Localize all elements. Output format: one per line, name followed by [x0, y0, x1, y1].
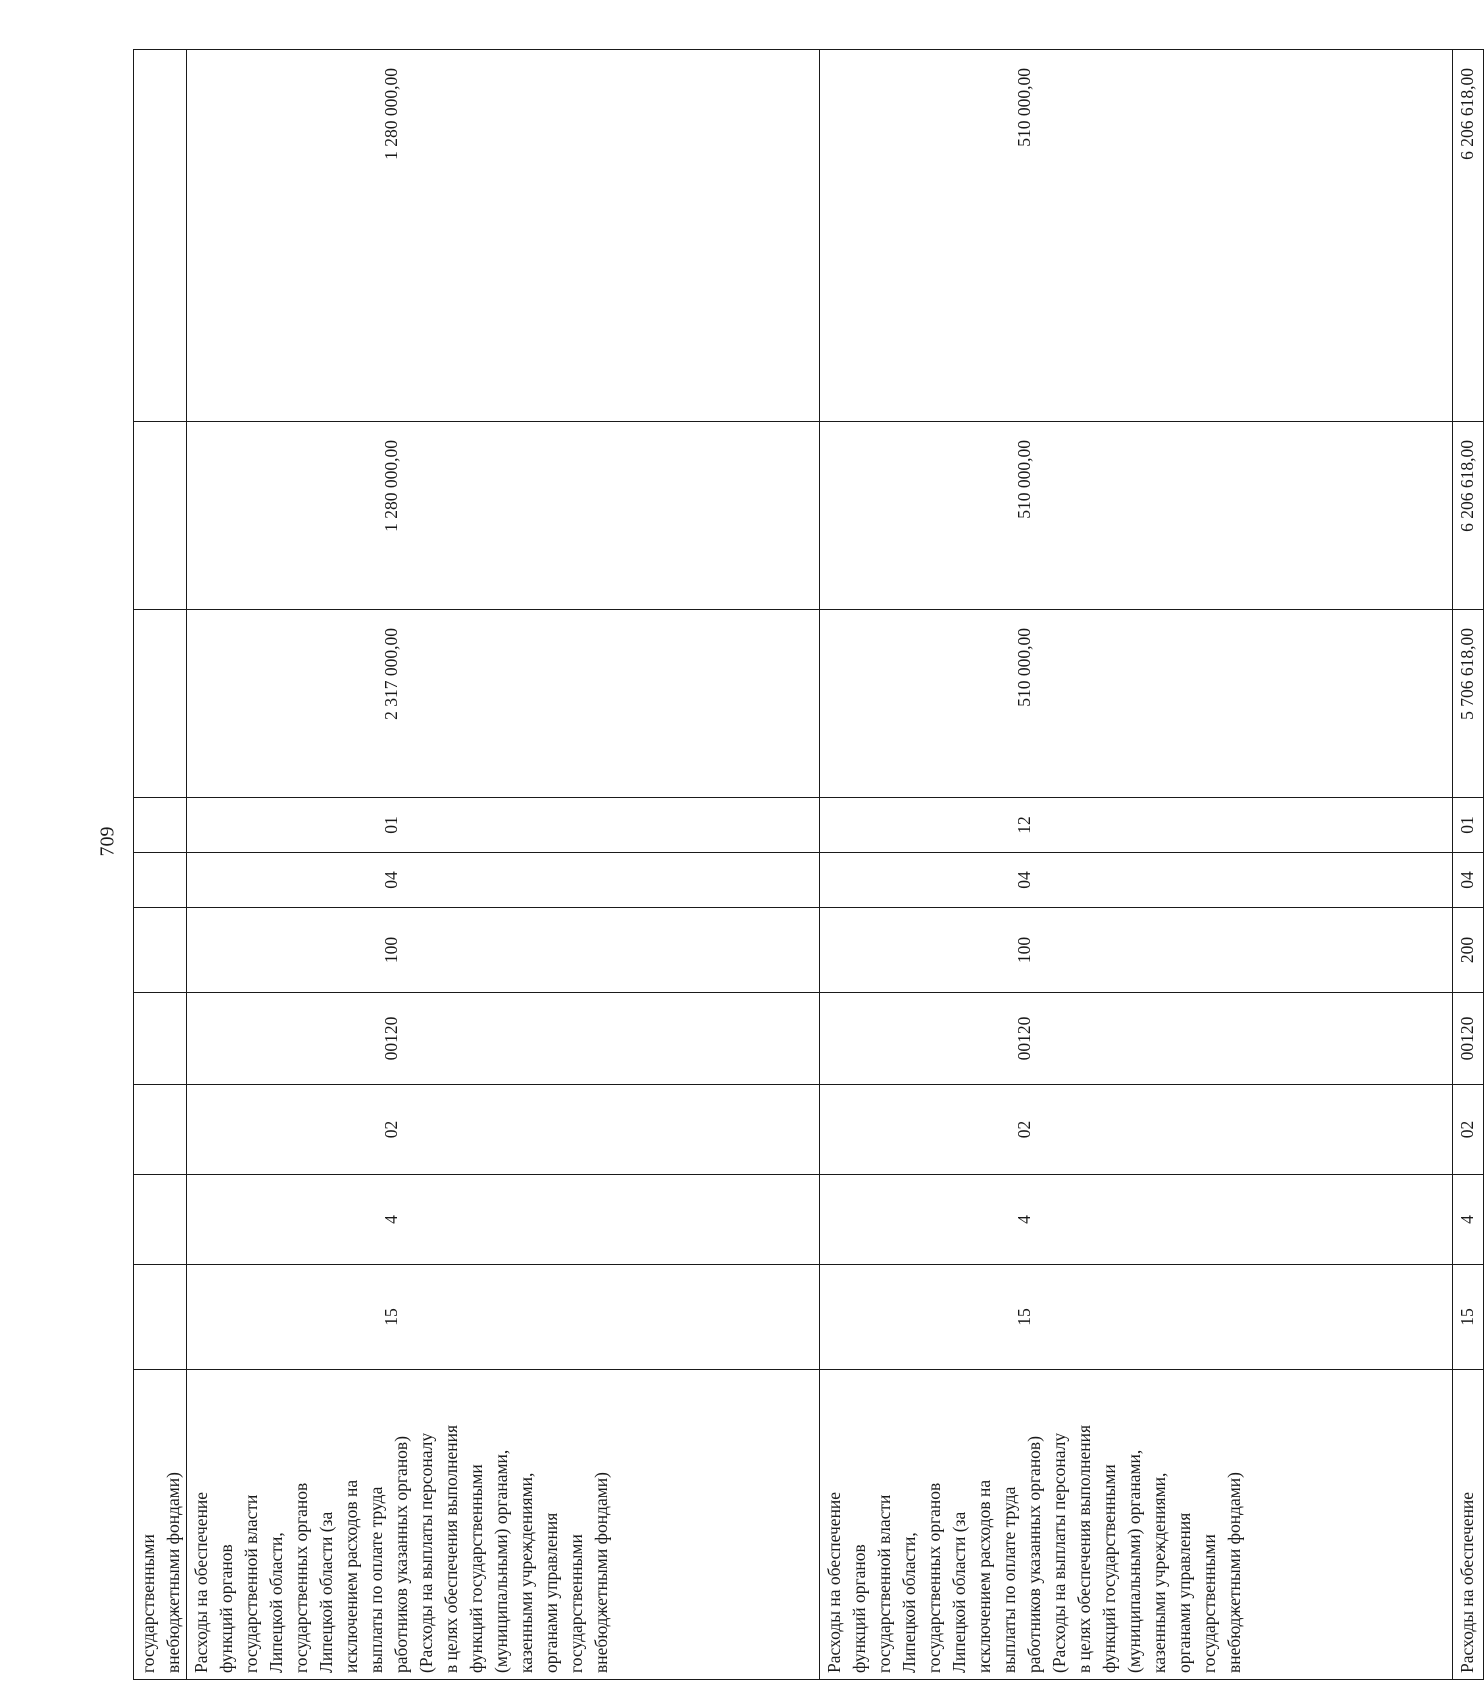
cell-kbk2 [134, 1085, 187, 1175]
cell-sum1: 5 706 618,00 [1453, 610, 1484, 798]
cell-kbk1 [134, 1175, 187, 1265]
cell-rz [134, 853, 187, 908]
cell-kbk2: 02 [187, 1085, 820, 1175]
cell-rz: 04 [1453, 853, 1484, 908]
row-name: Расходы на обеспечение функций органов государственной власти Липецкой области, государственных органов Липецкой области (за исключением расходов на выплаты по оплате труда работников указанных органов) (Расходы на выплаты персоналу в целях обеспечения выполнения функций государственными (муниципальными) органами, казенными учреждениями, органами управления государственными внебюджетными фондами) [820, 1370, 1453, 1680]
budget-table-rotated [133, 50, 1477, 1680]
cell-sum2 [134, 422, 187, 610]
cell-gr [134, 1265, 187, 1370]
cell-gr: 15 [820, 1265, 1453, 1370]
cell-sum1: 510 000,00 [820, 610, 1453, 798]
cell-kbk3 [134, 993, 187, 1085]
cell-sum2: 1 280 000,00 [187, 422, 820, 610]
cell-kbk1: 4 [820, 1175, 1453, 1265]
row-name: государственными внебюджетными фондами) [134, 1370, 187, 1680]
cell-kbk2: 02 [820, 1085, 1453, 1175]
cell-pr [134, 798, 187, 853]
cell-gr: 15 [1453, 1265, 1484, 1370]
budget-table [133, 49, 1484, 1680]
cell-rz: 04 [820, 853, 1453, 908]
cell-sum2: 6 206 618,00 [1453, 422, 1484, 610]
cell-pr: 12 [820, 798, 1453, 853]
cell-kbk3: 00120 [187, 993, 820, 1085]
table-row [134, 50, 187, 1680]
cell-vr: 100 [187, 908, 820, 993]
cell-sum1: 2 317 000,00 [187, 610, 820, 798]
cell-kbk1: 4 [1453, 1175, 1484, 1265]
cell-vr: 200 [1453, 908, 1484, 993]
cell-sum3 [134, 50, 187, 422]
row-name: Расходы на обеспечение [1453, 1370, 1484, 1680]
table-row [820, 50, 1453, 1680]
cell-sum3: 6 206 618,00 [1453, 50, 1484, 422]
cell-sum2: 510 000,00 [820, 422, 1453, 610]
cell-gr: 15 [187, 1265, 820, 1370]
table-row [1453, 50, 1484, 1680]
cell-vr [134, 908, 187, 993]
cell-kbk2: 02 [1453, 1085, 1484, 1175]
cell-kbk3: 00120 [1453, 993, 1484, 1085]
cell-pr: 01 [187, 798, 820, 853]
cell-sum3: 510 000,00 [820, 50, 1453, 422]
cell-pr: 01 [1453, 798, 1484, 853]
cell-vr: 100 [820, 908, 1453, 993]
cell-sum1 [134, 610, 187, 798]
cell-rz: 04 [187, 853, 820, 908]
page-number: 709 [96, 826, 119, 857]
cell-sum3: 1 280 000,00 [187, 50, 820, 422]
cell-kbk3: 00120 [820, 993, 1453, 1085]
cell-kbk1: 4 [187, 1175, 820, 1265]
table-row [187, 50, 820, 1680]
row-name: Расходы на обеспечение функций органов государственной власти Липецкой области, государственных органов Липецкой области (за исключением расходов на выплаты по оплате труда работников указанных органов) (Расходы на выплаты персоналу в целях обеспечения выполнения функций государственными (муниципальными) органами, казенными учреждениями, органами управления государственными внебюджетными фондами) [187, 1370, 820, 1680]
